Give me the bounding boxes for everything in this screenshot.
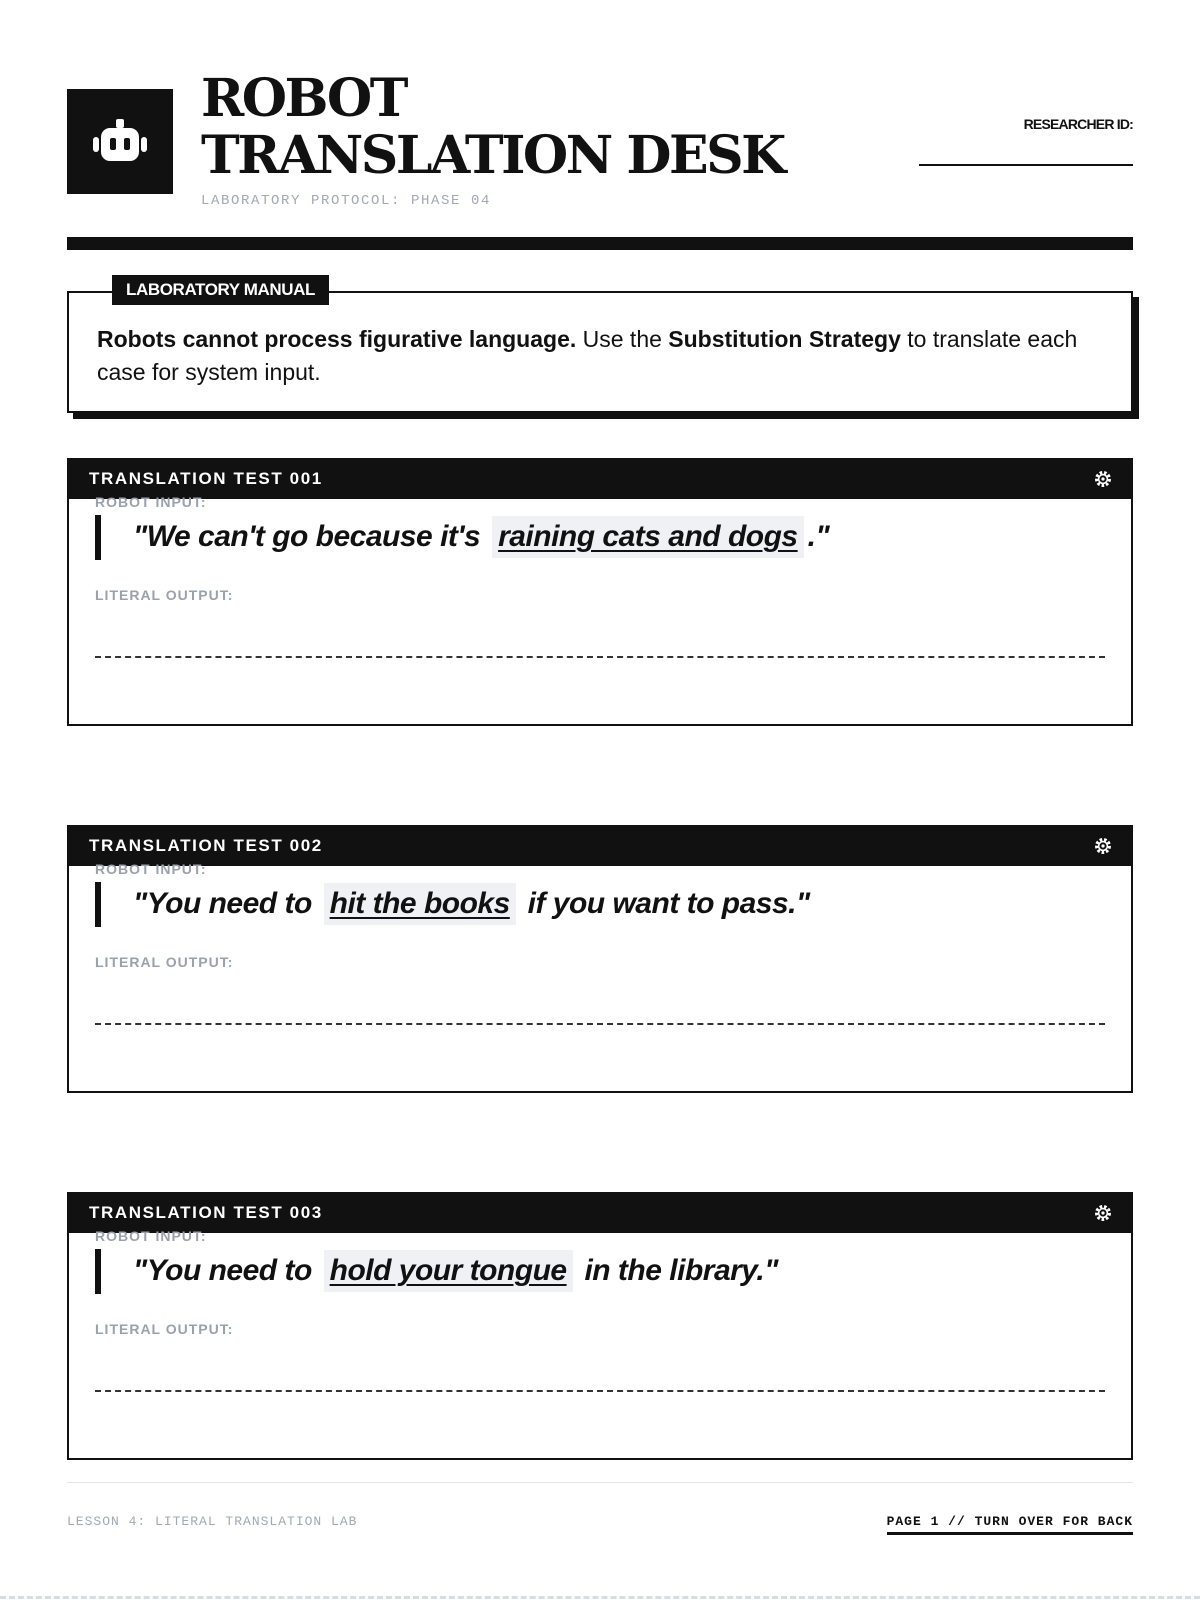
manual-strategy: Substitution Strategy (668, 326, 901, 352)
header-divider (67, 237, 1133, 250)
quote-before: "You need to (133, 1254, 312, 1287)
test-header (67, 1192, 1133, 1233)
quote-after: if you want to pass." (527, 887, 810, 920)
literal-output-label: LITERAL OUTPUT: (95, 954, 234, 970)
robot-input-quote (133, 516, 829, 558)
robot-input-label: ROBOT INPUT: (95, 861, 207, 877)
literal-output-label: LITERAL OUTPUT: (95, 1321, 234, 1337)
robot-icon (93, 119, 147, 165)
literal-output-answer-line[interactable] (95, 1390, 1105, 1392)
protocol-subtitle: LABORATORY PROTOCOL: PHASE 04 (201, 193, 492, 209)
manual-instructions (97, 323, 1097, 389)
literal-output-label: LITERAL OUTPUT: (95, 587, 234, 603)
test-header (67, 458, 1133, 499)
quote-bar (95, 515, 101, 560)
researcher-id-label: RESEARCHER ID: (1023, 116, 1133, 132)
footer-divider (67, 1482, 1133, 1483)
manual-text-2: to translate each case for system input. (97, 326, 1078, 385)
manual-box (67, 280, 1133, 413)
footer-page-indicator: PAGE 1 // TURN OVER FOR BACK (887, 1514, 1133, 1535)
translation-test-card (67, 825, 1133, 1093)
literal-output-answer-line[interactable] (95, 1023, 1105, 1025)
quote-before: "You need to (133, 887, 312, 920)
worksheet-header (67, 70, 1133, 210)
manual-tag: LABORATORY MANUAL (112, 275, 329, 305)
idiom-highlight: hold your tongue (324, 1250, 573, 1292)
quote-after: in the library." (584, 1254, 778, 1287)
test-title: TRANSLATION TEST 003 (89, 1203, 323, 1222)
robot-input-label: ROBOT INPUT: (95, 1228, 207, 1244)
manual-text-1: Use the (576, 326, 669, 352)
gear-icon (1093, 1203, 1113, 1223)
robot-input-label: ROBOT INPUT: (95, 494, 207, 510)
quote-after: ." (807, 520, 830, 553)
quote-before: "We can't go because it's (133, 520, 481, 553)
title-line-1: ROBOT (201, 68, 406, 129)
researcher-id-field[interactable] (919, 164, 1133, 166)
logo (67, 89, 173, 194)
robot-input-quote (133, 883, 810, 925)
translation-test-card (67, 458, 1133, 726)
quote-bar (95, 882, 101, 927)
gear-icon (1093, 836, 1113, 856)
test-header (67, 825, 1133, 866)
quote-bar (95, 1249, 101, 1294)
page-title (201, 70, 784, 184)
literal-output-answer-line[interactable] (95, 656, 1105, 658)
gear-icon (1093, 469, 1113, 489)
translation-test-card (67, 1192, 1133, 1460)
idiom-highlight: hit the books (324, 883, 516, 925)
page-edge (0, 1596, 1200, 1599)
manual-bold-intro: Robots cannot process figurative language. (97, 326, 577, 352)
test-title: TRANSLATION TEST 001 (89, 469, 323, 488)
idiom-highlight: raining cats and dogs (492, 516, 804, 558)
title-line-2: TRANSLATION DESK (201, 125, 784, 186)
footer-lesson: LESSON 4: LITERAL TRANSLATION LAB (67, 1514, 358, 1529)
robot-input-quote (133, 1250, 778, 1292)
test-title: TRANSLATION TEST 002 (89, 836, 323, 855)
